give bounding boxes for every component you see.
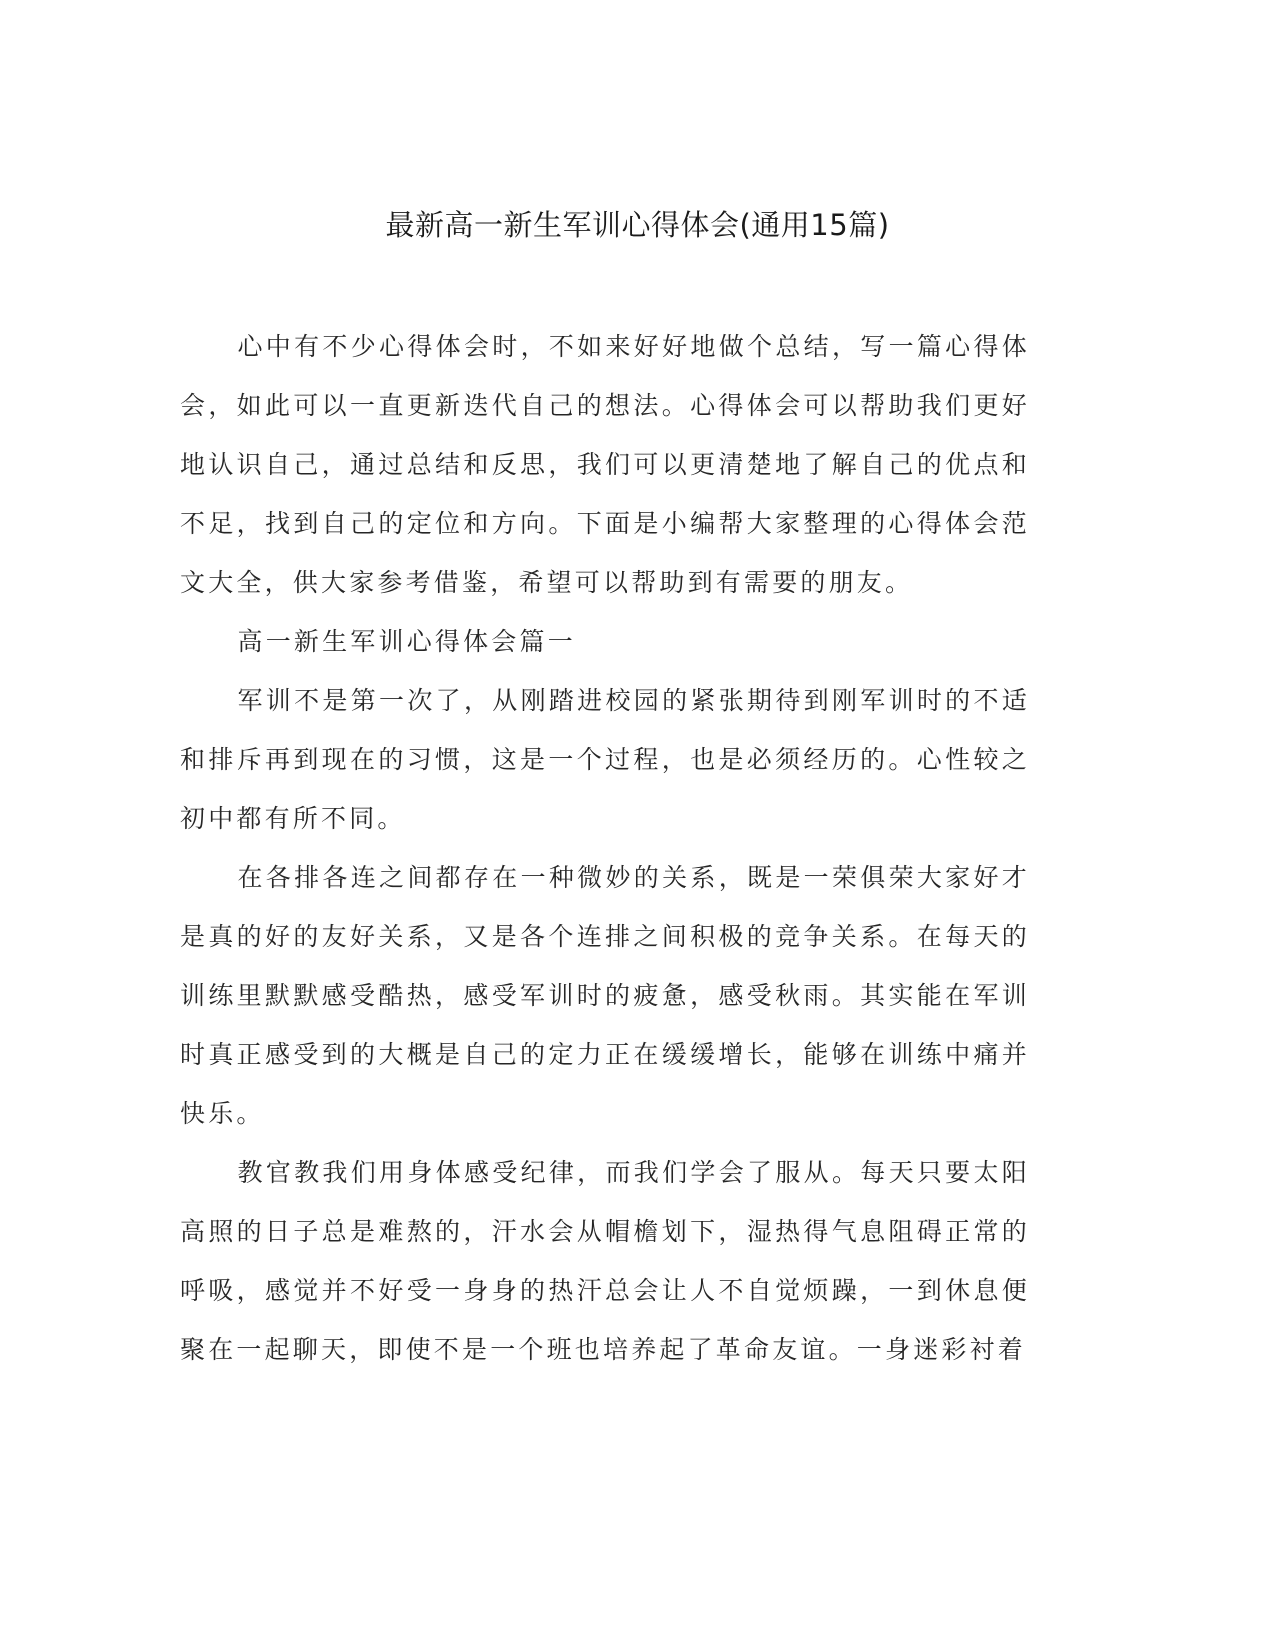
body-paragraph: 军训不是第一次了，从刚踏进校园的紧张期待到刚军训时的不适和排斥再到现在的习惯，这是一个过程，也是必须经历的。心性较之初中都有所不同。 — [180, 686, 1030, 833]
intro-paragraph: 心中有不少心得体会时，不如来好好地做个总结，写一篇心得体会，如此可以一直更新迭代自己的想法。心得体会可以帮助我们更好地认识自己，通过总结和反思，我们可以更清楚地了解自己的优点和不足，找到自己的定位和方向。下面是小编帮大家整理的心得体会范文大全，供大家参考借鉴，希望可以帮助到有需要的朋友。 — [180, 332, 1030, 597]
section-heading: 高一新生军训心得体会篇一 — [237, 627, 576, 656]
document-title: 最新高一新生军训心得体会(通用15篇) — [385, 208, 890, 242]
body-paragraph: 教官教我们用身体感受纪律，而我们学会了服从。每天只要太阳高照的日子总是难熬的，汗水会从帽檐划下，湿热得气息阻碍正常的呼吸，感觉并不好受一身身的热汗总会让人不自觉烦躁，一到休息便聚在一起聊天，即使不是一个班也培养起了革命友谊。一身迷彩衬着 — [180, 1158, 1030, 1364]
body-paragraph: 在各排各连之间都存在一种微妙的关系，既是一荣俱荣大家好才是真的好的友好关系，又是各个连排之间积极的竞争关系。在每天的训练里默默感受酷热，感受军训时的疲惫，感受秋雨。其实能在军训时真正感受到的大概是自己的定力正在缓缓增长，能够在训练中痛并快乐。 — [180, 863, 1030, 1128]
document-body — [180, 317, 1030, 1379]
